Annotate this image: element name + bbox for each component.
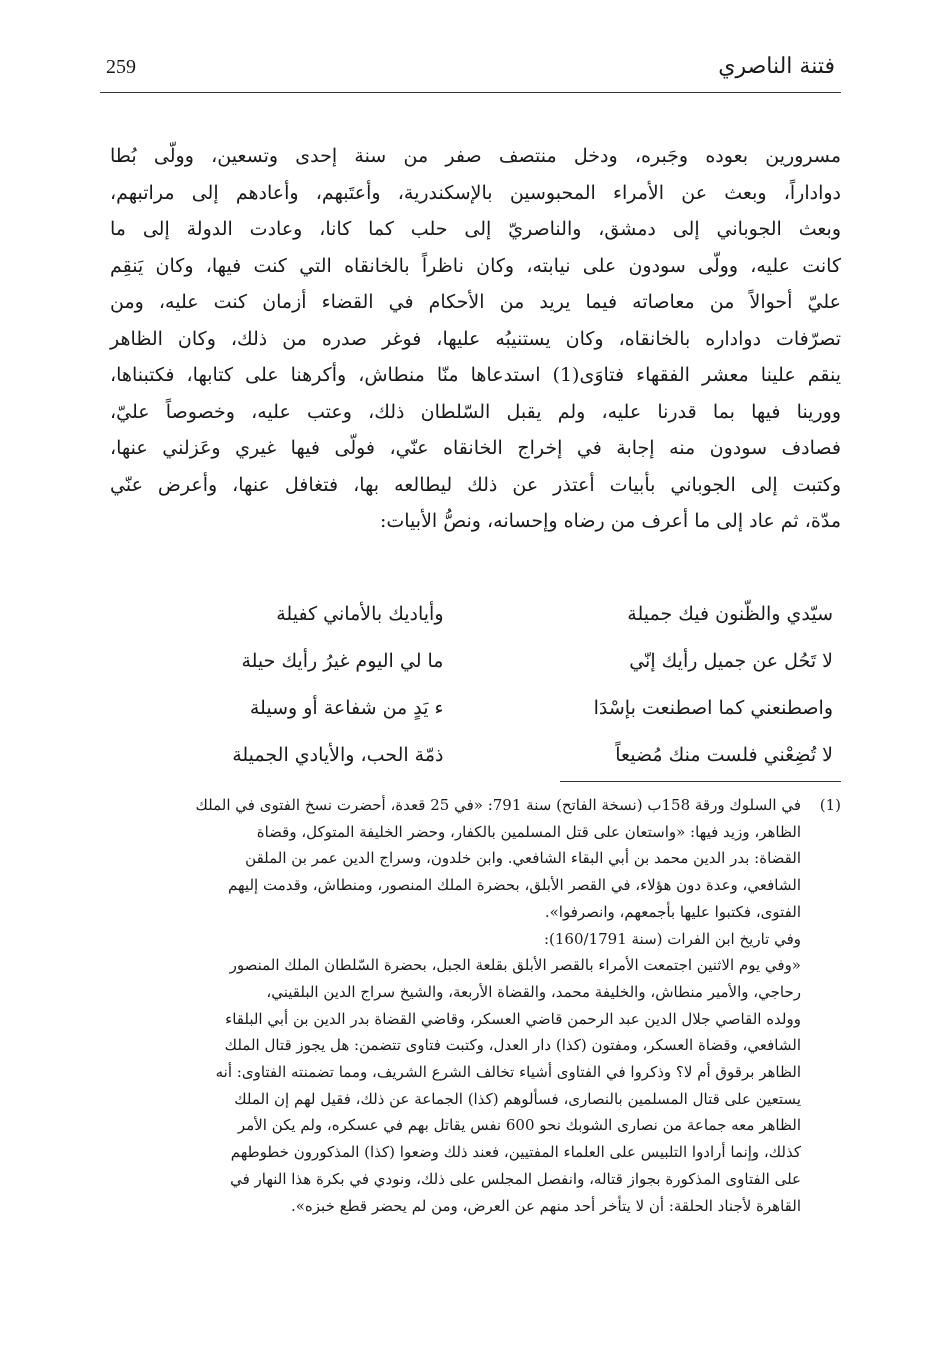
footnote-line: في السلوك ورقة 158ب (نسخة الفاتح) سنة 791: «في 25 قعدة، أحضرت نسخ الفتوى في الملك <box>195 796 801 814</box>
hemistich-first: سيّدي والظّنون فيك جميلة <box>627 602 833 625</box>
footnote-line: وولده القاصي جلال الدين عبد الرحمن قاضي العسكر، وقاضي القضاة بدر الدين بن أبي البلقاء <box>225 1009 801 1028</box>
footnote-line: الظاهر معه جماعة من نصارى الشوبك نحو 600 نفس يقاتل بهم في عسكره، ولم يكن الأمر <box>237 1116 801 1135</box>
poem-verse <box>110 637 841 684</box>
footnote-line: «وفي يوم الاثنين اجتمعت الأمراء بالقصر الأبلق بقلعة الجبل، بحضرة السّلطان الملك المنصور <box>229 956 801 975</box>
footnotes <box>112 792 841 1219</box>
poem-verse <box>110 590 841 637</box>
hemistich-second: ذمّة الحب، والأيادي الجميلة <box>232 743 444 766</box>
footnote-line: الظاهر برقوق أم لا؟ وذكروا في الفتاوى أشياء تخالف الشرع الشريف، ومما تضمنته الفتاوى: أنه <box>215 1063 801 1082</box>
footnote-rule <box>560 781 841 782</box>
body-line: مدّة، ثم عاد إلى ما أعرف من رضاه وإحسانه، ونصُّ الأبيات: <box>379 510 841 532</box>
footnote-line: القضاة: بدر الدين محمد بن أبي البقاء الشافعي. وابن خلدون، وسراج الدين عمر بن الملقن <box>245 849 801 868</box>
hemistich-second: ما لي اليوم غيرُ رأيك حيلة <box>241 649 444 672</box>
header-rule <box>100 92 841 93</box>
body-line: تصرّفات دواداره بالخانقاه، وكان يستنيبُه عليها، فوغر صدره من ذلك، وكان الظاهر <box>110 327 841 350</box>
footnote-line: على الفتاوى المذكورة بجواز قتاله، وانفصل المجلس على ذلك، ونودي في بكرة هذا النهار في <box>230 1169 801 1188</box>
body-line: كانت عليه، وولّى سودون على نيابته، وكان ناظراً بالخانقاه التي كنت فيها، وكان يَنقِم <box>110 254 841 277</box>
footnote-body <box>112 792 841 1219</box>
body-line: عليّ أحوالاً من معاصاته فيما يريد من الأحكام في القضاء أزمان كنت عليه، ومن <box>110 291 841 313</box>
poem-verse <box>110 684 841 731</box>
footnote-line: القاهرة لأجناد الحلقة: أن لا يتأخر أحد منهم عن العرض، ومن لم يحضر قطع خبزه». <box>290 1196 801 1215</box>
body-line: مسرورين بعوده وجَبره، ودخل منتصف صفر من سنة إحدى وتسعين، وولّى بُطا <box>110 145 841 167</box>
hemistich-first: واصطنعني كما اصطنعت بإسْدَا <box>593 696 833 719</box>
footnote-line: كذلك، وإنما أرادوا التلبيس على العلماء المفتيين، فعند ذلك وضعوا (كذا) المذكورون خطوطهم <box>230 1143 801 1162</box>
hemistich-second: ء يَدٍ من شفاعة أو وسيلة <box>249 696 444 719</box>
footnote-line: الشافعي، وعدة دون هؤلاء، في القصر الأبلق، بحضرة الملك المنصور، ومنطاش، وقدمت إليهم <box>228 876 801 895</box>
footnote-line: رحاجي، والأمير منطاش، والخليفة محمد، والقضاة الأربعة، والشيخ سراج الدين البلقيني، <box>266 982 801 1001</box>
body-line: ينقم علينا معشر الفقهاء فتاوَى(1) استدعاها منّا منطاش، وأكرهنا على كتابها، فكتبناها، <box>110 364 841 386</box>
page-header <box>100 40 841 90</box>
footnote-marker: (1) <box>819 796 841 814</box>
running-title: فتنة الناصري <box>718 54 835 79</box>
body-line: دواداراً، وبعث عن الأمراء المحبوسين بالإسكندرية، وأعتَبهم، وأعادهم إلى مراتبهم، <box>110 181 841 204</box>
poem <box>110 590 841 778</box>
body-line: وبعث الجوباني إلى دمشق، والناصريّ إلى حلب كما كانا، وعادت الدولة إلى ما <box>110 218 841 240</box>
footnote-line: الفتوى، فكتبوا عليها بأجمعهم، وانصرفوا». <box>544 902 801 921</box>
body-line: فصادف سودون منه إجابة في إخراج الخانقاه عنّي، فولّى فيها غيري وعَزلني عنها، <box>110 437 841 459</box>
body-line: وكتبت إلى الجوباني بأبيات أعتذر عن ذلك ليطالعه بها، فتغافل عنها، وأعرض عنّي <box>110 473 841 496</box>
footnote-line: وفي تاريخ ابن الفرات (سنة 160/1791): <box>543 929 801 948</box>
footnote-line: الشافعي، وقضاة العسكر، ومفتون (كذا) دار العدل، وكتبت فتاوى تتضمن: هل يجوز قتال الملك <box>224 1036 801 1055</box>
hemistich-first: لا تَحُل عن جميل رأيك إنّي <box>629 649 833 672</box>
page-number: 259 <box>106 56 136 78</box>
footnote-line: يستعين على قتال المسلمين بالنصارى، فسألوهم (كذا) الجماعة عن ذلك، فقيل لهم إن الملك <box>234 1089 801 1108</box>
poem-verse <box>110 731 841 778</box>
hemistich-first: لا تُضِعْني فلست منك مُضيعاً <box>615 743 833 766</box>
hemistich-second: وأياديك بالأماني كفيلة <box>276 602 444 625</box>
footnote-line: الظاهر، وزيد فيها: «واستعان على قتل المسلمين بالكفار، وحضر الخليفة المتوكل، وقضاة <box>256 822 801 841</box>
body-line: وورينا فيها بما قدرنا عليه، ولم يقبل السّلطان ذلك، وعتب عليه، وخصوصاً عليّ، <box>110 400 841 423</box>
body-text <box>110 138 841 540</box>
